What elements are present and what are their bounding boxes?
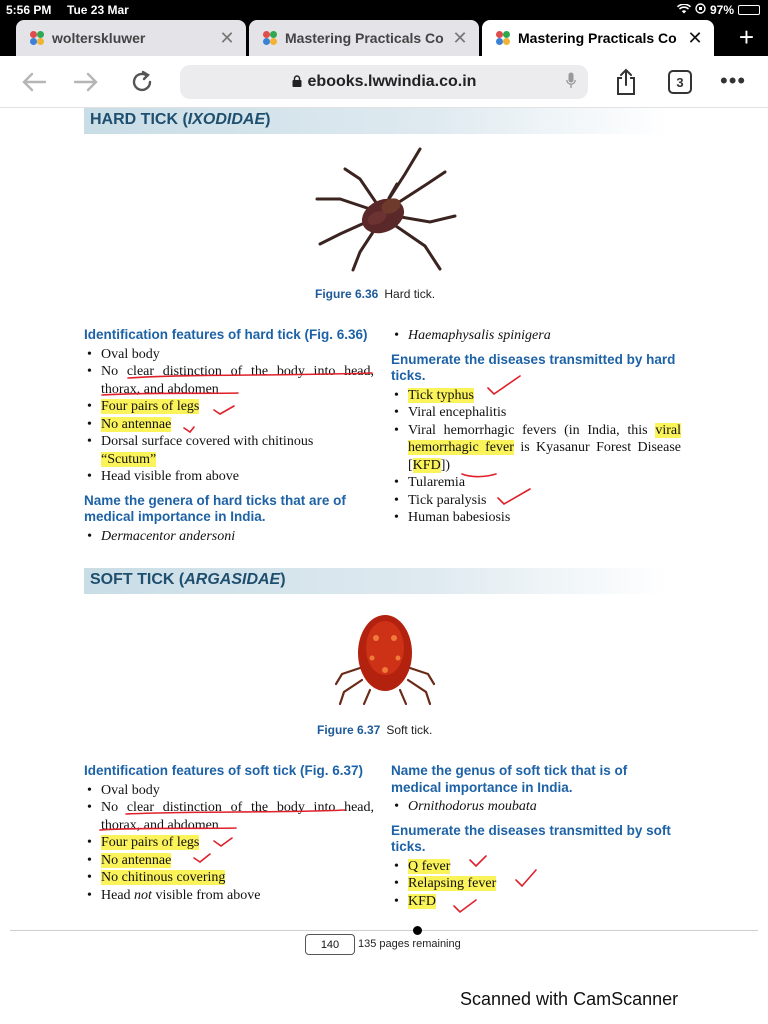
list-item: • Ornithodorus moubata (391, 798, 681, 816)
address-bar[interactable] (180, 65, 588, 99)
section-heading-text: SOFT TICK ( (90, 571, 185, 588)
check-mark (516, 870, 536, 886)
list-item: • No antennae (84, 416, 374, 434)
soft-tick-genus-heading: Name the genus of soft tick that is of medical importance in India. (391, 763, 628, 795)
list-item: • Head not visible from above (84, 887, 374, 905)
list-item: • Dermacentor andersoni (84, 528, 374, 546)
back-arrow-icon[interactable] (18, 66, 50, 98)
tab-title: wolterskluwer (52, 30, 146, 46)
list-item: • Viral encephalitis (391, 404, 681, 422)
check-mark (470, 856, 486, 866)
tab-title: Mastering Practicals Co (285, 30, 444, 46)
check-mark (214, 838, 232, 846)
underline-mark (462, 474, 496, 477)
check-mark (214, 406, 234, 414)
list-item: • No clear distinction of the body into head, thorax, and abdomen (84, 799, 374, 834)
list-item: • No antennae (84, 852, 374, 870)
tab-mastering-practicals-active[interactable] (482, 20, 714, 56)
underline-mark (126, 810, 345, 814)
section-heading-text: ) (280, 571, 286, 588)
reload-icon[interactable] (126, 66, 158, 98)
url-text: ebooks.lwwindia.co.in (307, 73, 477, 90)
list-item: • Relapsing fever (391, 875, 681, 893)
tab-wolterskluwer[interactable] (16, 20, 246, 56)
list-item: • No clear distinction of the body into head, thorax, and abdomen (84, 363, 374, 398)
lock-icon (292, 75, 302, 90)
share-icon[interactable] (610, 66, 642, 98)
underline-mark (128, 373, 372, 378)
soft-tick-identification-heading: Identification features of soft tick (Fig. 6.37) (84, 763, 364, 778)
forward-arrow-icon[interactable] (70, 66, 102, 98)
list-item: • Viral hemorrhagic fevers (in India, this viral hemorrhagic fever is Kyasanur Forest Disease [KFD]) (391, 422, 681, 475)
check-mark (498, 489, 530, 504)
list-item: • Four pairs of legs (84, 834, 374, 852)
check-mark (194, 854, 210, 862)
orientation-lock-icon (695, 3, 706, 17)
section-heading-latin: IXODIDAE (187, 111, 266, 128)
list-item: • No chitinous covering (84, 869, 374, 887)
pages-remaining-text: 135 pages remaining (358, 938, 461, 950)
figure-label: Figure 6.36 (315, 287, 379, 301)
list-item: • KFD (391, 893, 681, 911)
soft-tick-diseases-heading: Enumerate the diseases transmitted by soft ticks. (391, 822, 671, 854)
tab-title: Mastering Practicals Co (518, 30, 677, 46)
check-mark (488, 376, 520, 394)
hard-tick-identification-heading: Identification features of hard tick (Fig. 6.36) (84, 327, 368, 342)
battery-icon (738, 5, 760, 15)
status-time: 5:56 PM (6, 3, 52, 17)
current-page-box[interactable]: 140 (305, 934, 355, 955)
status-bar (0, 0, 768, 20)
figure-text: Soft tick. (386, 723, 433, 737)
list-item: • Oval body (84, 346, 374, 364)
ebook-page (0, 108, 768, 928)
section-heading-latin: ARGASIDAE (184, 571, 281, 588)
list-item: • Oval body (84, 782, 374, 800)
check-mark (184, 427, 194, 432)
tab-strip (0, 20, 768, 56)
list-item: • Tularemia (391, 474, 681, 492)
figure-label: Figure 6.37 (317, 723, 381, 737)
list-item: • Four pairs of legs (84, 398, 374, 416)
list-item: • Haemaphysalis spinigera (391, 327, 681, 345)
microphone-icon[interactable] (566, 72, 576, 90)
site-favicon-icon (263, 31, 277, 45)
hard-tick-diseases-heading: Enumerate the diseases transmitted by hard ticks. (391, 351, 676, 383)
site-favicon-icon (30, 31, 44, 45)
list-item: • Tick typhus (391, 387, 681, 405)
wifi-icon (677, 3, 691, 17)
reader-footer (0, 928, 768, 962)
battery-percent: 97% (709, 3, 734, 17)
underline-mark (100, 828, 236, 830)
site-favicon-icon (496, 31, 510, 45)
page-scrubber-handle[interactable] (413, 926, 422, 935)
list-item: • Dorsal surface covered with chitinous “Scutum” (84, 433, 374, 468)
close-tab-icon[interactable]: ✕ (452, 27, 468, 48)
figure-text: Hard tick. (384, 287, 436, 301)
section-heading-text: ) (265, 111, 271, 128)
new-tab-icon[interactable]: + (738, 22, 754, 52)
underline-mark (102, 393, 238, 395)
tab-switcher-button[interactable]: 3 (668, 70, 692, 94)
list-item: • Human babesiosis (391, 509, 681, 527)
list-item: • Q fever (391, 858, 681, 876)
page-scrubber-track[interactable] (10, 930, 758, 931)
pen-annotations (0, 108, 768, 928)
camscanner-watermark: Scanned with CamScanner (460, 989, 679, 1009)
tab-mastering-practicals-1[interactable] (249, 20, 479, 56)
more-menu-icon[interactable]: ••• (720, 68, 747, 93)
section-heading-text: HARD TICK ( (90, 111, 188, 128)
check-mark (454, 900, 476, 912)
close-tab-icon[interactable]: ✕ (219, 27, 235, 48)
list-item: • Head visible from above (84, 468, 374, 486)
list-item: • Tick paralysis (391, 492, 681, 510)
browser-toolbar (0, 56, 768, 108)
status-date: Tue 23 Mar (67, 3, 129, 17)
hard-tick-genera-heading: Name the genera of hard ticks that are of medical importance in India. (84, 492, 346, 524)
status-right (677, 3, 760, 17)
close-tab-icon[interactable]: ✕ (687, 27, 703, 48)
